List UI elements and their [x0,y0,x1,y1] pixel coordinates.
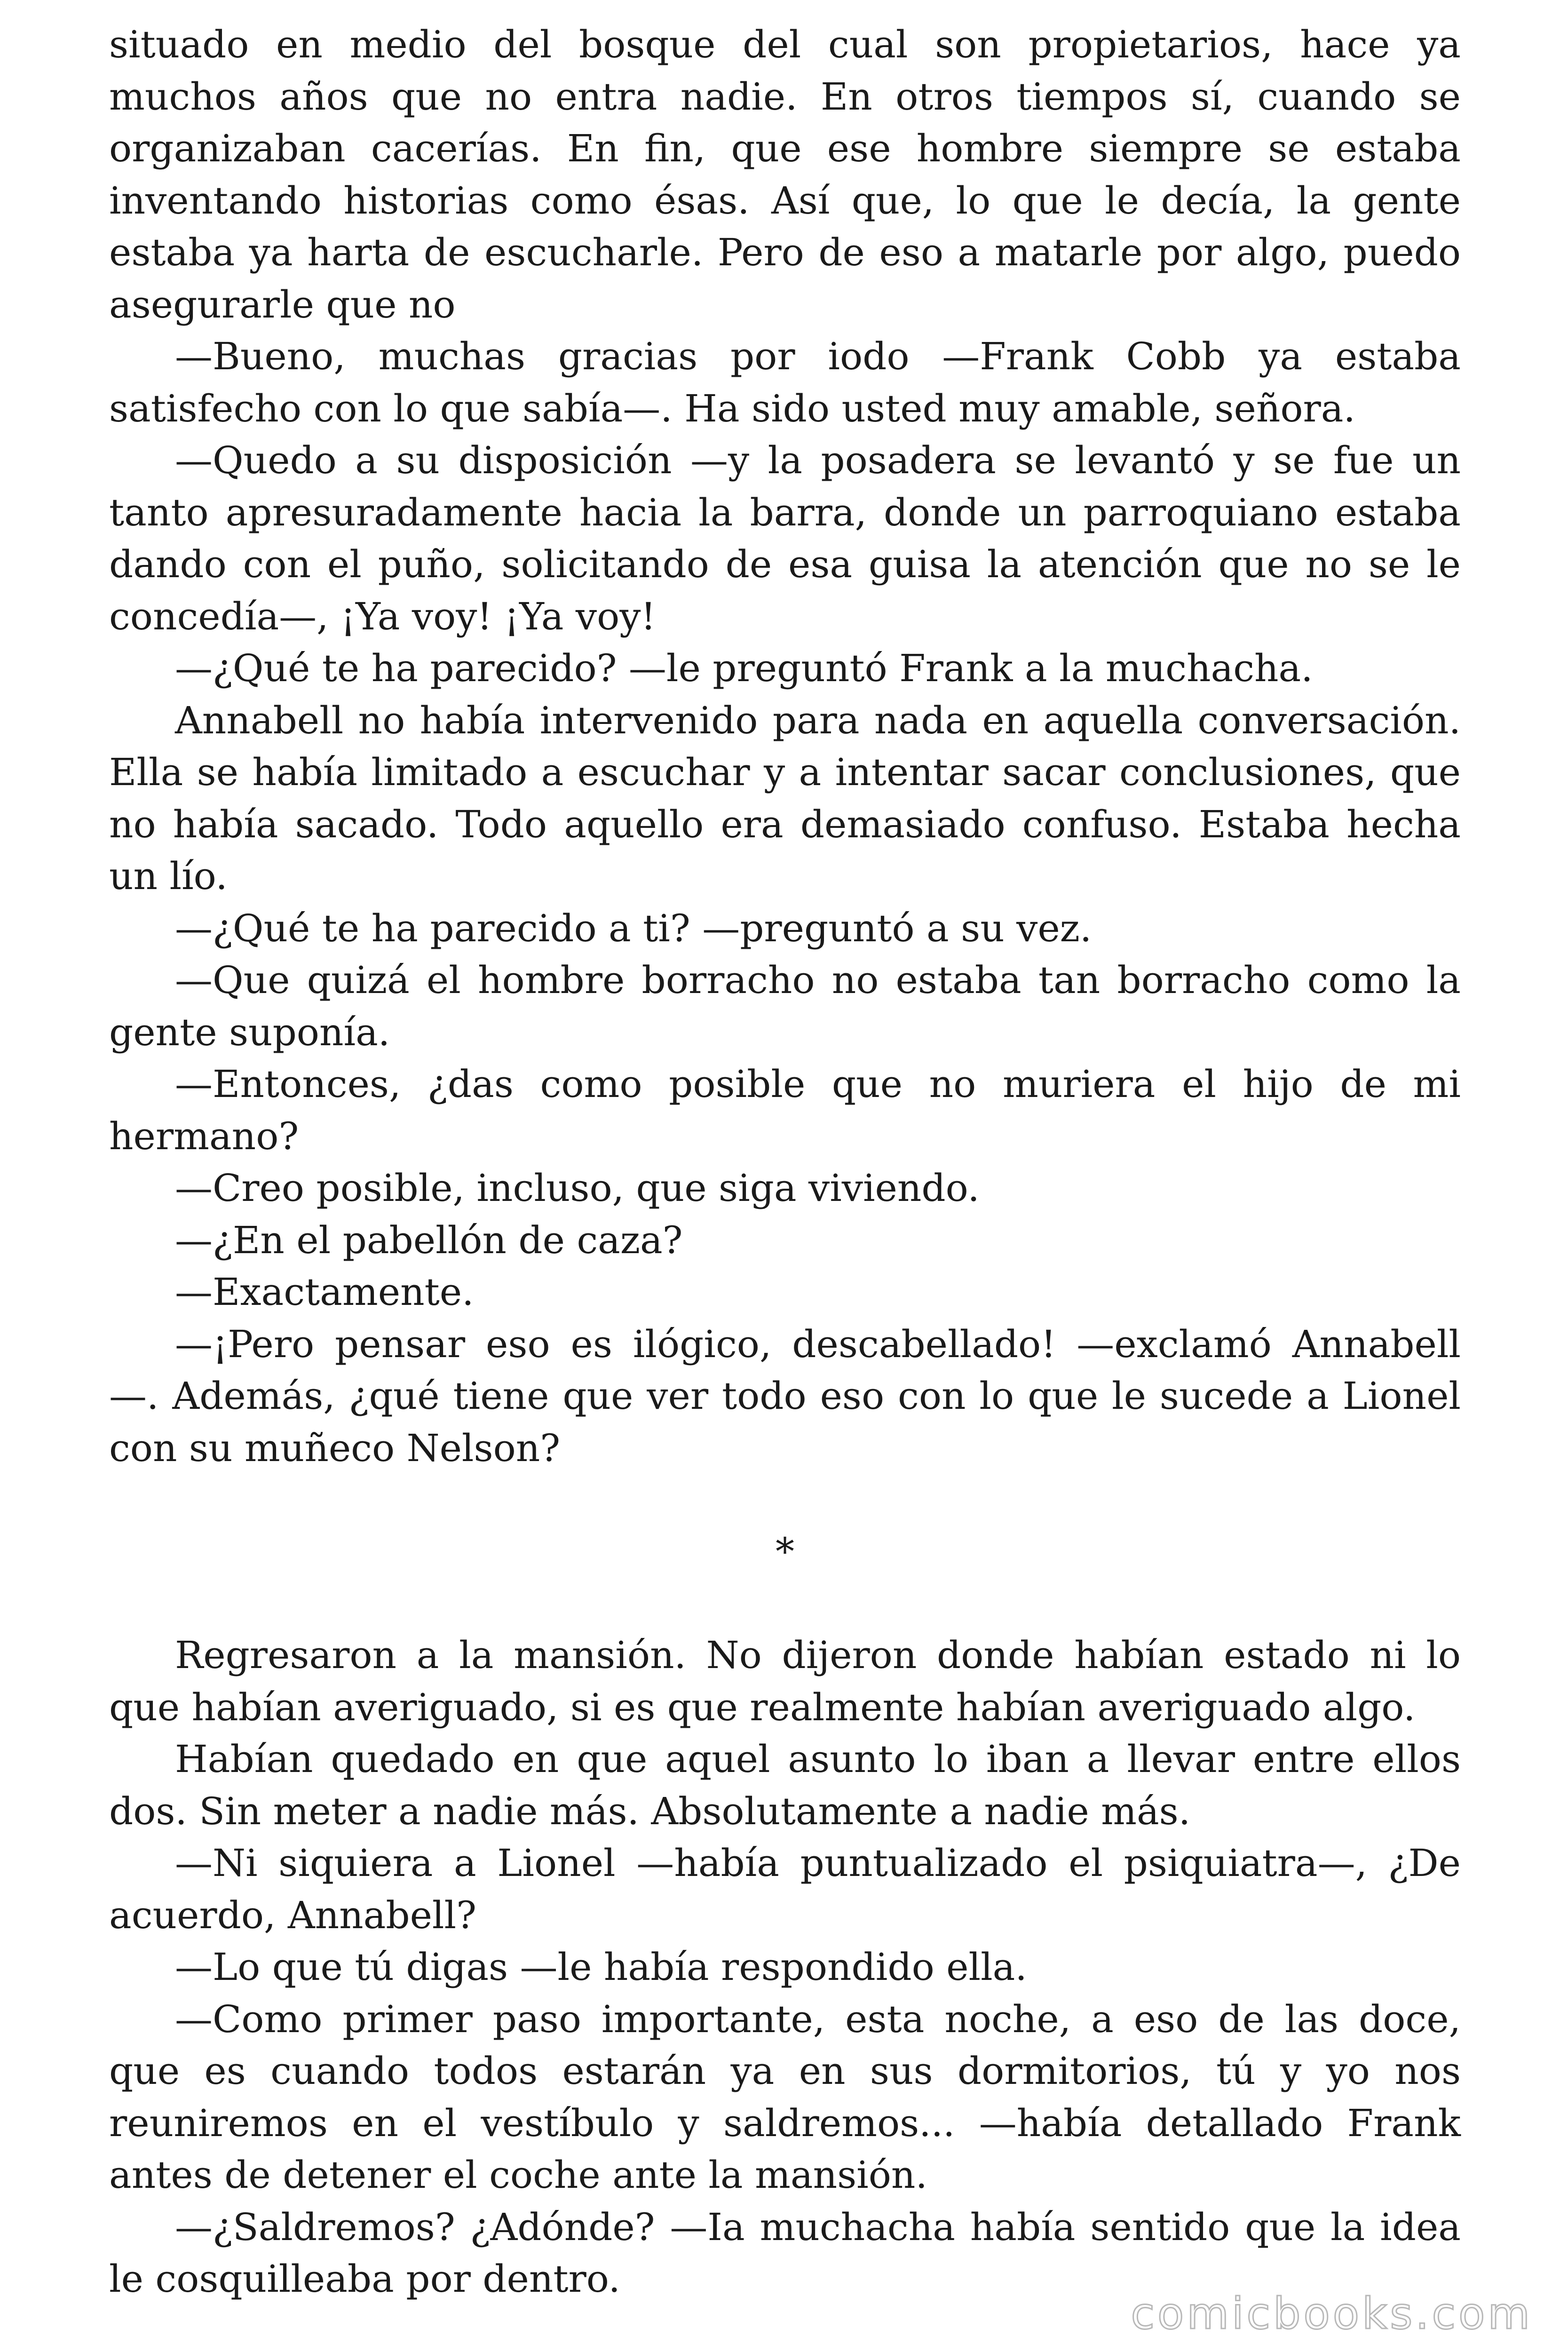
section-separator: * [776,1530,794,1573]
paragraph: —Exactamente. [175,1270,474,1314]
paragraph: —Que quizá el hombre borracho no estaba tan borracho como la gente suponía. [109,958,1461,1054]
paragraph: —Entonces, ¿das como posible que no muriera el hijo de mi hermano? [109,1062,1461,1158]
paragraph: Annabell no había intervenido para nada en aquella conversación. Ella se había limitado a escuchar y a intentar sacar conclusiones, que no había sacado. Todo aquello era demasiado confuso. Estaba hecha un lío. [109,698,1461,898]
paragraph: situado en medio del bosque del cual son propietarios, hace ya muchos años que no entra nadie. En otros tiempos sí, cuando se organizaban cacerías. En fin, que ese hombre siempre se estaba inventando historias como ésas. Así que, lo que le decía, la gente estaba ya harta de escucharle. Pero de eso a matarle por algo, puedo asegurarle que no [109,23,1461,326]
paragraph: —Lo que tú digas —le había respondido ella. [175,1945,1027,1989]
paragraph: —Como primer paso importante, esta noche, a eso de las doce, que es cuando todos estarán ya en sus dormitorios, tú y yo nos reuniremos en el vestíbulo y saldremos... —había detallado Frank antes de detener el coche ante la mansión. [109,1997,1461,2197]
watermark: comicbooks.com [1131,2288,1533,2339]
paragraph: Regresaron a la mansión. No dijeron donde habían estado ni lo que habían averiguado, si es que realmente habían averiguado algo. [109,1633,1461,1729]
paragraphs-before [109,19,1461,1474]
paragraph: —Bueno, muchas gracias por iodo —Frank Cobb ya estaba satisfecho con lo que sabía—. Ha sido usted muy amable, señora. [109,334,1461,430]
page-text [109,19,1461,2305]
paragraphs-after [109,1629,1461,2305]
paragraph: Habían quedado en que aquel asunto lo iban a llevar entre ellos dos. Sin meter a nadie más. Absolutamente a nadie más. [109,1737,1461,1833]
paragraph: —¿Saldremos? ¿Adónde? —Ia muchacha había sentido que la idea le cosquilleaba por dentro. [109,2205,1461,2301]
paragraph: —¿Qué te ha parecido a ti? —preguntó a su vez. [175,906,1092,950]
paragraph: —¡Pero pensar eso es ilógico, descabellado! —exclamó Annabell —. Además, ¿qué tiene que ver todo eso con lo que le sucede a Lionel con su muñeco Nelson? [109,1322,1461,1470]
paragraph: —Creo posible, incluso, que siga viviendo. [175,1166,980,1210]
paragraph: —¿Qué te ha parecido? —le preguntó Frank a la muchacha. [175,646,1313,690]
paragraph: —¿En el pabellón de caza? [175,1218,683,1262]
paragraph: —Ni siquiera a Lionel —había puntualizado el psiquiatra—, ¿De acuerdo, Annabell? [109,1841,1461,1937]
paragraph: —Quedo a su disposición —y la posadera se levantó y se fue un tanto apresuradamente hacia la barra, donde un parroquiano estaba dando con el puño, solicitando de esa guisa la atención que no se le concedía—, ¡Ya voy! ¡Ya voy! [109,438,1461,638]
